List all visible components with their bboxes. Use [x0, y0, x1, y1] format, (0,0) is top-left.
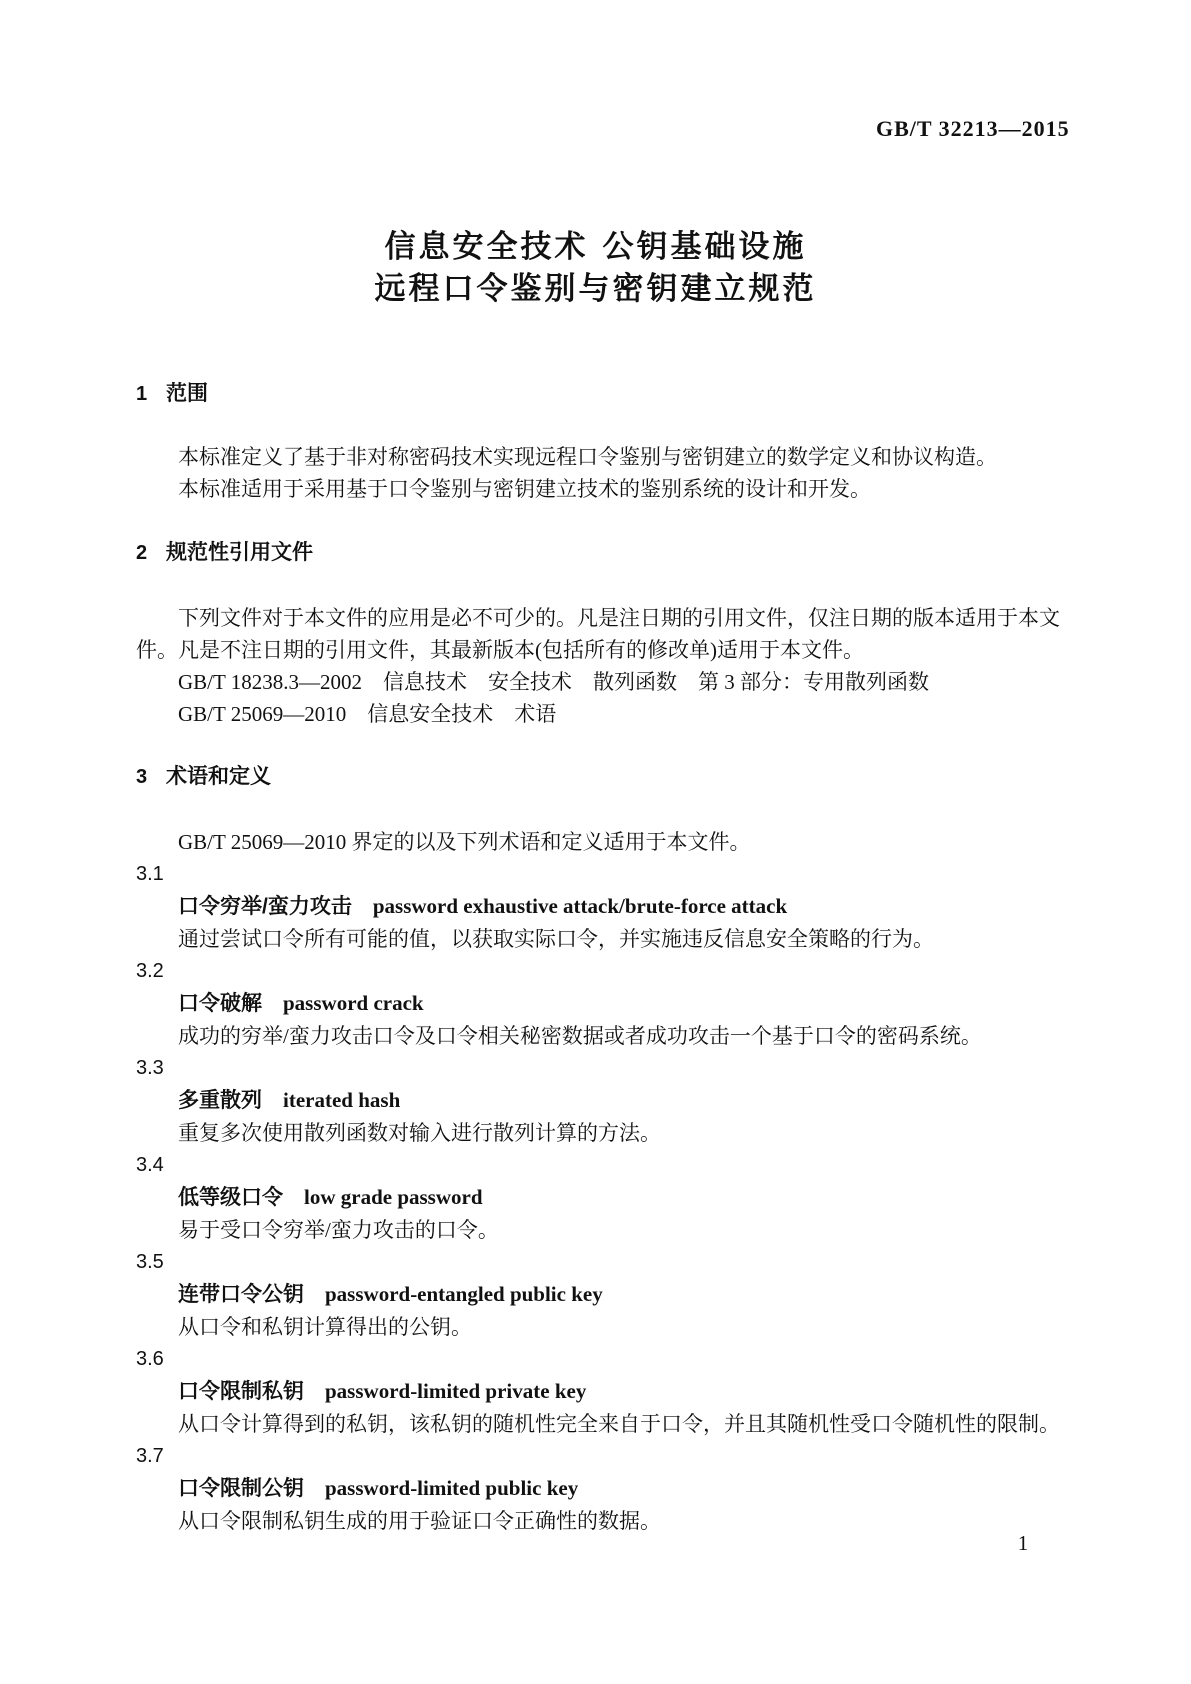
term-number: 3.6 — [136, 1348, 164, 1370]
section-2-paragraph-line1: 下列文件对于本文件的应用是必不可少的。凡是注日期的引用文件，仅注日期的版本适用于本文 — [178, 606, 1060, 630]
term-definition: 从口令计算得到的私钥，该私钥的随机性完全来自于口令，并且其随机性受口令随机性的限制。 — [178, 1412, 1060, 1436]
term-number: 3.7 — [136, 1445, 164, 1467]
term-en: password-limited public key — [325, 1476, 579, 1500]
section-1-heading — [136, 378, 1066, 410]
section-2-number: 2 — [136, 542, 148, 564]
term-number: 3.3 — [136, 1057, 164, 1079]
term-en: password crack — [283, 991, 424, 1015]
document-body — [136, 378, 1066, 1537]
term-title — [136, 1278, 1066, 1311]
term-number: 3.4 — [136, 1154, 164, 1176]
title-part-2: 公钥基础设施 — [602, 229, 807, 264]
document-title — [0, 226, 1191, 310]
section-3-number: 3 — [136, 766, 148, 788]
section-1-number: 1 — [136, 383, 148, 405]
term-definition: 重复多次使用散列函数对输入进行散列计算的方法。 — [178, 1121, 661, 1145]
title-part-1: 信息安全技术 — [384, 229, 589, 264]
term-title — [136, 1084, 1066, 1117]
document-title-line2: 远程口令鉴别与密钥建立规范 — [374, 271, 817, 306]
section-2-title: 规范性引用文件 — [166, 541, 313, 564]
normative-reference-1: GB/T 18238.3—2002 信息技术 安全技术 散列函数 第 3 部分：专用散列函数 — [178, 670, 929, 694]
page-number: 1 — [1017, 1531, 1029, 1555]
term-title — [136, 1472, 1066, 1505]
term-zh: 多重散列 — [178, 1089, 262, 1112]
term-en: password-limited private key — [325, 1379, 587, 1403]
section-2-heading — [136, 537, 1066, 569]
document-title-line1 — [0, 226, 1191, 268]
section-2-paragraph-line2: 件。凡是不注日期的引用文件，其最新版本(包括所有的修改单)适用于本文件。 — [136, 638, 864, 662]
term-zh: 低等级口令 — [178, 1186, 283, 1209]
term-number: 3.2 — [136, 960, 164, 982]
term-en: password exhaustive attack/brute-force attack — [372, 894, 788, 918]
term-definition: 易于受口令穷举/蛮力攻击的口令。 — [178, 1218, 499, 1242]
term-number: 3.5 — [136, 1251, 164, 1273]
term-definition: 从口令限制私钥生成的用于验证口令正确性的数据。 — [178, 1509, 661, 1533]
term-zh: 连带口令公钥 — [178, 1283, 304, 1306]
standard-code: GB/T 32213—2015 — [876, 116, 1070, 141]
section-3-intro: GB/T 25069—2010 界定的以及下列术语和定义适用于本文件。 — [178, 830, 751, 854]
section-3-heading — [136, 761, 1066, 793]
term-title — [136, 890, 1066, 923]
term-definition: 成功的穷举/蛮力攻击口令及口令相关秘密数据或者成功攻击一个基于口令的密码系统。 — [178, 1024, 982, 1048]
term-definition: 通过尝试口令所有可能的值，以获取实际口令，并实施违反信息安全策略的行为。 — [178, 927, 934, 951]
term-title — [136, 1181, 1066, 1214]
term-en: low grade password — [304, 1185, 483, 1209]
normative-reference-2: GB/T 25069—2010 信息安全技术 术语 — [178, 702, 557, 726]
term-title — [136, 987, 1066, 1020]
term-en: password-entangled public key — [325, 1282, 603, 1306]
term-title — [136, 1375, 1066, 1408]
section-1-title: 范围 — [166, 382, 208, 405]
section-1-paragraph-2: 本标准适用于采用基于口令鉴别与密钥建立技术的鉴别系统的设计和开发。 — [178, 477, 871, 501]
term-number: 3.1 — [136, 863, 164, 885]
term-definition: 从口令和私钥计算得出的公钥。 — [178, 1315, 472, 1339]
term-zh: 口令限制公钥 — [178, 1477, 304, 1500]
term-zh: 口令穷举/蛮力攻击 — [178, 895, 352, 918]
term-zh: 口令破解 — [178, 992, 262, 1015]
section-3-title: 术语和定义 — [166, 765, 271, 788]
section-1-paragraph-1: 本标准定义了基于非对称密码技术实现远程口令鉴别与密钥建立的数学定义和协议构造。 — [178, 445, 997, 469]
term-zh: 口令限制私钥 — [178, 1380, 304, 1403]
term-en: iterated hash — [283, 1088, 401, 1112]
